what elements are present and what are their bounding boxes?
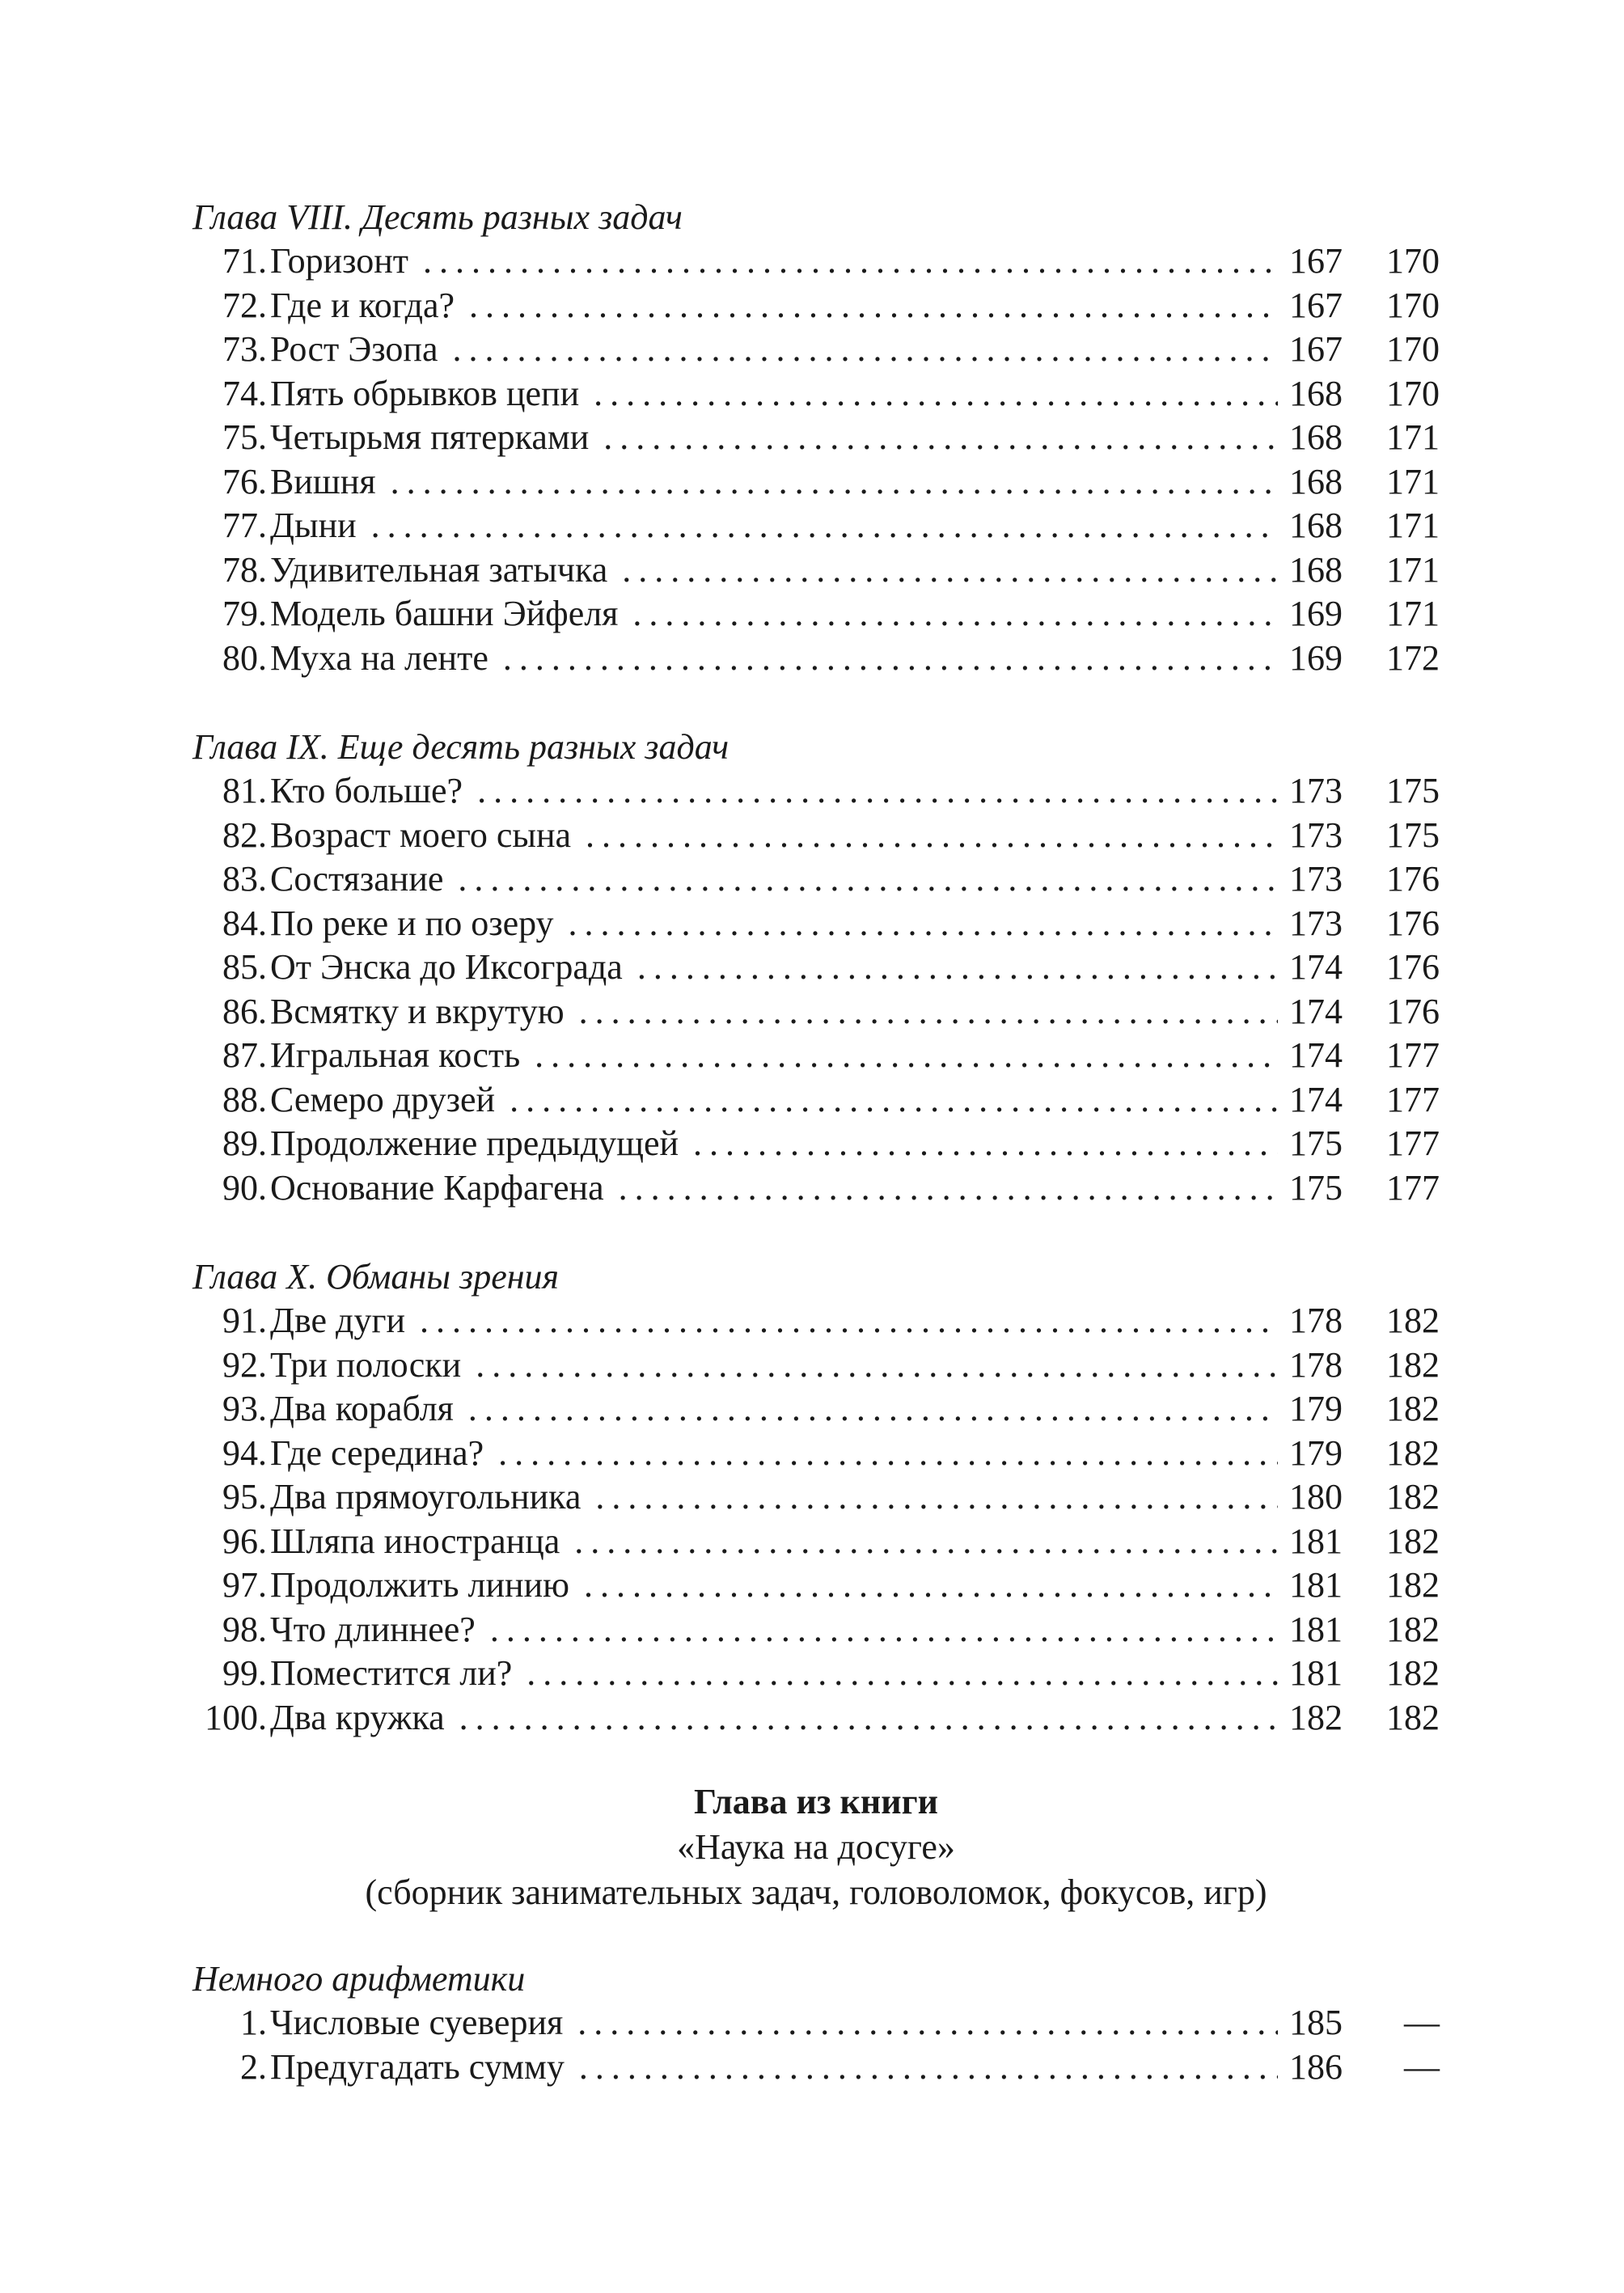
problem-page-number: 169 — [1289, 637, 1343, 678]
entry-number: 85. — [222, 947, 267, 987]
entry-title: Числовые суеверия — [270, 2003, 569, 2042]
answer-page-number: 176 — [1386, 903, 1440, 943]
entry-title-leader — [270, 1520, 1278, 1564]
toc-list — [192, 769, 1440, 1210]
answer-page-number: 171 — [1386, 417, 1440, 457]
entry-number: 79. — [222, 594, 267, 633]
entry-title-leader — [270, 1652, 1278, 1696]
toc-entry — [192, 1343, 1440, 1388]
chapter-heading: Глава X. Обманы зрения — [192, 1257, 559, 1297]
answer-page-number: 182 — [1386, 1653, 1440, 1693]
toc-entry — [192, 504, 1440, 548]
answer-page-number: 177 — [1386, 1123, 1440, 1163]
toc-entry — [192, 548, 1440, 593]
problem-page-number: 168 — [1289, 506, 1343, 545]
entry-title-leader — [270, 2046, 1278, 2090]
entry-title: Пять обрывков цепи — [270, 374, 586, 413]
problem-page-number: 173 — [1289, 771, 1343, 810]
entry-title: Состязание — [270, 859, 450, 899]
entry-title-leader — [270, 902, 1278, 946]
problem-page-number: 173 — [1289, 903, 1343, 943]
problem-page-number: 168 — [1289, 461, 1343, 501]
problem-page-number: 179 — [1289, 1432, 1343, 1473]
problem-page-number: 174 — [1289, 1079, 1343, 1119]
section-arithmetic — [192, 1957, 1440, 2089]
entry-title-leader — [270, 990, 1278, 1034]
answer-page-number: 171 — [1386, 549, 1440, 590]
entry-title-leader — [270, 416, 1278, 460]
toc-entry — [192, 902, 1440, 946]
entry-title: Предугадать сумму — [270, 2047, 571, 2087]
problem-page-number: 173 — [1289, 814, 1343, 855]
entry-title: Модель башни Эйфеля — [270, 594, 624, 633]
answer-page-number: 175 — [1386, 814, 1440, 855]
entry-title-leader — [270, 1608, 1278, 1652]
entry-number: 93. — [222, 1389, 267, 1428]
entry-title: От Энска до Иксограда — [270, 947, 629, 987]
entry-number: 84. — [222, 903, 267, 943]
entry-number: 82. — [222, 814, 267, 855]
toc-list — [192, 2001, 1440, 2089]
entry-title: Горизонт — [270, 241, 415, 281]
entry-title: Возраст моего сына — [270, 815, 577, 855]
excerpt-title-block — [192, 1779, 1440, 1915]
entry-title: Где середина? — [270, 1433, 490, 1473]
entry-number: 74. — [222, 373, 267, 413]
toc-entry — [192, 946, 1440, 990]
entry-number: 91. — [222, 1301, 267, 1340]
entry-title: Поместится ли? — [270, 1653, 518, 1693]
problem-page-number: 167 — [1289, 329, 1343, 369]
section-chapter-10 — [192, 1255, 1440, 1740]
toc-entry — [192, 1696, 1440, 1741]
answer-page-number: 176 — [1386, 859, 1440, 899]
entry-title-leader — [270, 1387, 1278, 1432]
entry-title: Что длиннее? — [270, 1610, 482, 1649]
problem-page-number: 169 — [1289, 594, 1343, 633]
entry-number: 80. — [222, 637, 267, 678]
entry-title-leader — [270, 1343, 1278, 1388]
entry-title: Шляпа иностранца — [270, 1521, 566, 1561]
toc-entry — [192, 857, 1440, 902]
toc-list — [192, 239, 1440, 680]
toc-entry — [192, 1034, 1440, 1078]
entry-title-leader — [270, 239, 1278, 284]
entry-title-leader — [270, 372, 1278, 417]
entry-title: Две дуги — [270, 1301, 412, 1340]
answer-page-number: 170 — [1386, 285, 1440, 325]
answer-page-number: 177 — [1386, 1079, 1440, 1119]
entry-title: Два прямоугольника — [270, 1477, 587, 1517]
entry-number: 71. — [222, 241, 267, 281]
toc-entry — [192, 990, 1440, 1034]
toc-entry — [192, 1432, 1440, 1476]
entry-title-leader — [270, 1299, 1278, 1343]
problem-page-number: 167 — [1289, 285, 1343, 325]
answer-page-number: 170 — [1386, 329, 1440, 369]
entry-title-leader — [270, 1034, 1278, 1078]
entry-title: Продолжить линию — [270, 1565, 576, 1605]
entry-title-leader — [270, 504, 1278, 548]
entry-title: Два кружка — [270, 1698, 451, 1737]
entry-title: Игральная кость — [270, 1035, 527, 1075]
entry-title-leader — [270, 1475, 1278, 1520]
entry-number: 89. — [222, 1123, 267, 1163]
answer-page-number: 182 — [1386, 1432, 1440, 1473]
entry-number: 1. — [240, 2003, 267, 2042]
chapter-heading: Глава IX. Еще десять разных задач — [192, 727, 730, 767]
problem-page-number: 167 — [1289, 241, 1343, 281]
entry-title-leader — [270, 460, 1278, 505]
entry-title: По реке и по озеру — [270, 903, 560, 943]
problem-page-number: 179 — [1289, 1389, 1343, 1428]
entry-number: 76. — [222, 461, 267, 501]
answer-page-number: 171 — [1386, 594, 1440, 633]
toc-entry — [192, 416, 1440, 460]
entry-title-leader — [270, 814, 1278, 858]
entry-number: 87. — [222, 1035, 267, 1075]
toc-entry — [192, 1475, 1440, 1520]
toc-entry — [192, 637, 1440, 681]
entry-number: 95. — [222, 1477, 267, 1517]
entry-title-leader — [270, 328, 1278, 372]
toc-entry — [192, 814, 1440, 858]
answer-page-number: 182 — [1386, 1609, 1440, 1649]
toc-entry — [192, 1299, 1440, 1343]
entry-number: 81. — [222, 771, 267, 810]
entry-title-leader — [270, 1166, 1278, 1211]
entry-number: 2. — [240, 2046, 267, 2087]
problem-page-number: 181 — [1289, 1653, 1343, 1693]
toc-entry — [192, 1563, 1440, 1608]
chapter-heading: Глава VIII. Десять разных задач — [192, 197, 683, 237]
problem-page-number: 181 — [1289, 1609, 1343, 1649]
problem-page-number: 174 — [1289, 947, 1343, 987]
problem-page-number: 175 — [1289, 1123, 1343, 1163]
entry-title: Удивительная затычка — [270, 550, 614, 590]
entry-title-leader — [270, 1122, 1278, 1166]
excerpt-heading: Глава из книги — [694, 1782, 938, 1821]
chapter-heading: Немного арифметики — [192, 1959, 526, 1999]
answer-page-number: 175 — [1386, 771, 1440, 810]
entry-number: 86. — [222, 991, 267, 1031]
entry-title-leader — [270, 1563, 1278, 1608]
entry-title-leader — [270, 2001, 1278, 2046]
entry-title: Продолжение предыдущей — [270, 1123, 685, 1163]
entry-title: Муха на ленте — [270, 638, 495, 678]
entry-number: 96. — [222, 1521, 267, 1561]
entry-number: 94. — [222, 1432, 267, 1473]
answer-page-number: 182 — [1386, 1565, 1440, 1605]
entry-title-leader — [270, 769, 1278, 814]
entry-title: Где и когда? — [270, 286, 461, 325]
toc-entry — [192, 1122, 1440, 1166]
problem-page-number: 181 — [1289, 1565, 1343, 1605]
excerpt-subtitle: (сборник занимательных задач, головоломок, фокусов, игр) — [365, 1872, 1267, 1912]
problem-page-number: 168 — [1289, 417, 1343, 457]
problem-page-number: 178 — [1289, 1301, 1343, 1340]
answer-page-number: 182 — [1386, 1477, 1440, 1517]
toc-entry — [192, 460, 1440, 505]
entry-number: 97. — [222, 1565, 267, 1605]
toc-entry — [192, 328, 1440, 372]
toc-entry — [192, 592, 1440, 637]
entry-title: Семеро друзей — [270, 1080, 501, 1119]
answer-page-number: 182 — [1386, 1389, 1440, 1428]
problem-page-number: 174 — [1289, 991, 1343, 1031]
entry-number: 99. — [222, 1653, 267, 1693]
entry-number: 77. — [222, 506, 267, 545]
entry-number: 92. — [222, 1344, 267, 1385]
entry-title: Кто больше? — [270, 771, 469, 810]
problem-page-number: 178 — [1289, 1344, 1343, 1385]
answer-page-number: 171 — [1386, 461, 1440, 501]
entry-title: Три полоски — [270, 1345, 467, 1385]
entry-title: Всмятку и вкрутую — [270, 992, 571, 1031]
entry-title-leader — [270, 1432, 1278, 1476]
answer-page-number: 176 — [1386, 947, 1440, 987]
toc-entry — [192, 284, 1440, 328]
answer-page-number: 176 — [1386, 991, 1440, 1031]
entry-title-leader — [270, 637, 1278, 681]
excerpt-book-title: «Наука на досуге» — [677, 1827, 955, 1867]
toc-entry — [192, 1608, 1440, 1652]
answer-page-number: 177 — [1386, 1167, 1440, 1208]
answer-page-number: 177 — [1386, 1035, 1440, 1075]
entry-title: Два корабля — [270, 1389, 460, 1428]
answer-page-number: — — [1404, 2046, 1440, 2087]
toc-entry — [192, 1166, 1440, 1211]
section-chapter-9 — [192, 726, 1440, 1210]
entry-title: Дыни — [270, 506, 363, 545]
entry-number: 88. — [222, 1079, 267, 1119]
toc-entry — [192, 769, 1440, 814]
answer-page-number: 182 — [1386, 1697, 1440, 1737]
entry-title-leader — [270, 548, 1278, 593]
toc-entry — [192, 1387, 1440, 1432]
problem-page-number: 175 — [1289, 1167, 1343, 1208]
entry-title-leader — [270, 1696, 1278, 1741]
entry-title-leader — [270, 592, 1278, 637]
answer-page-number: 170 — [1386, 373, 1440, 413]
entry-number: 83. — [222, 859, 267, 899]
entry-title: Четырьмя пятерками — [270, 417, 595, 457]
problem-page-number: 173 — [1289, 859, 1343, 899]
toc-entry — [192, 239, 1440, 284]
answer-page-number: 182 — [1386, 1521, 1440, 1561]
problem-page-number: 186 — [1289, 2046, 1343, 2087]
entry-title-leader — [270, 284, 1278, 328]
entry-title: Рост Эзопа — [270, 329, 444, 369]
toc-entry — [192, 372, 1440, 417]
problem-page-number: 182 — [1289, 1697, 1343, 1737]
entry-title: Вишня — [270, 462, 383, 501]
entry-title-leader — [270, 946, 1278, 990]
entry-number: 90. — [222, 1167, 267, 1208]
toc-entry — [192, 1652, 1440, 1696]
problem-page-number: 168 — [1289, 549, 1343, 590]
entry-title: Основание Карфагена — [270, 1168, 611, 1208]
problem-page-number: 185 — [1289, 2003, 1343, 2042]
section-chapter-8 — [192, 196, 1440, 680]
toc-entry — [192, 2046, 1440, 2090]
problem-page-number: 174 — [1289, 1035, 1343, 1075]
entry-number: 78. — [222, 549, 267, 590]
toc-entry — [192, 2001, 1440, 2046]
entry-number: 75. — [222, 417, 267, 457]
answer-page-number: 182 — [1386, 1301, 1440, 1340]
answer-page-number: 170 — [1386, 241, 1440, 281]
problem-page-number: 180 — [1289, 1477, 1343, 1517]
entry-number: 73. — [222, 329, 267, 369]
answer-page-number: — — [1404, 2003, 1440, 2042]
entry-number: 100. — [205, 1697, 267, 1737]
answer-page-number: 171 — [1386, 506, 1440, 545]
entry-number: 72. — [222, 285, 267, 325]
entry-title-leader — [270, 1078, 1278, 1123]
toc-entry — [192, 1520, 1440, 1564]
toc-entry — [192, 1078, 1440, 1123]
answer-page-number: 182 — [1386, 1344, 1440, 1385]
toc-list — [192, 1299, 1440, 1740]
entry-title-leader — [270, 857, 1278, 902]
answer-page-number: 172 — [1386, 637, 1440, 678]
entry-number: 98. — [222, 1609, 267, 1649]
problem-page-number: 168 — [1289, 373, 1343, 413]
problem-page-number: 181 — [1289, 1521, 1343, 1561]
